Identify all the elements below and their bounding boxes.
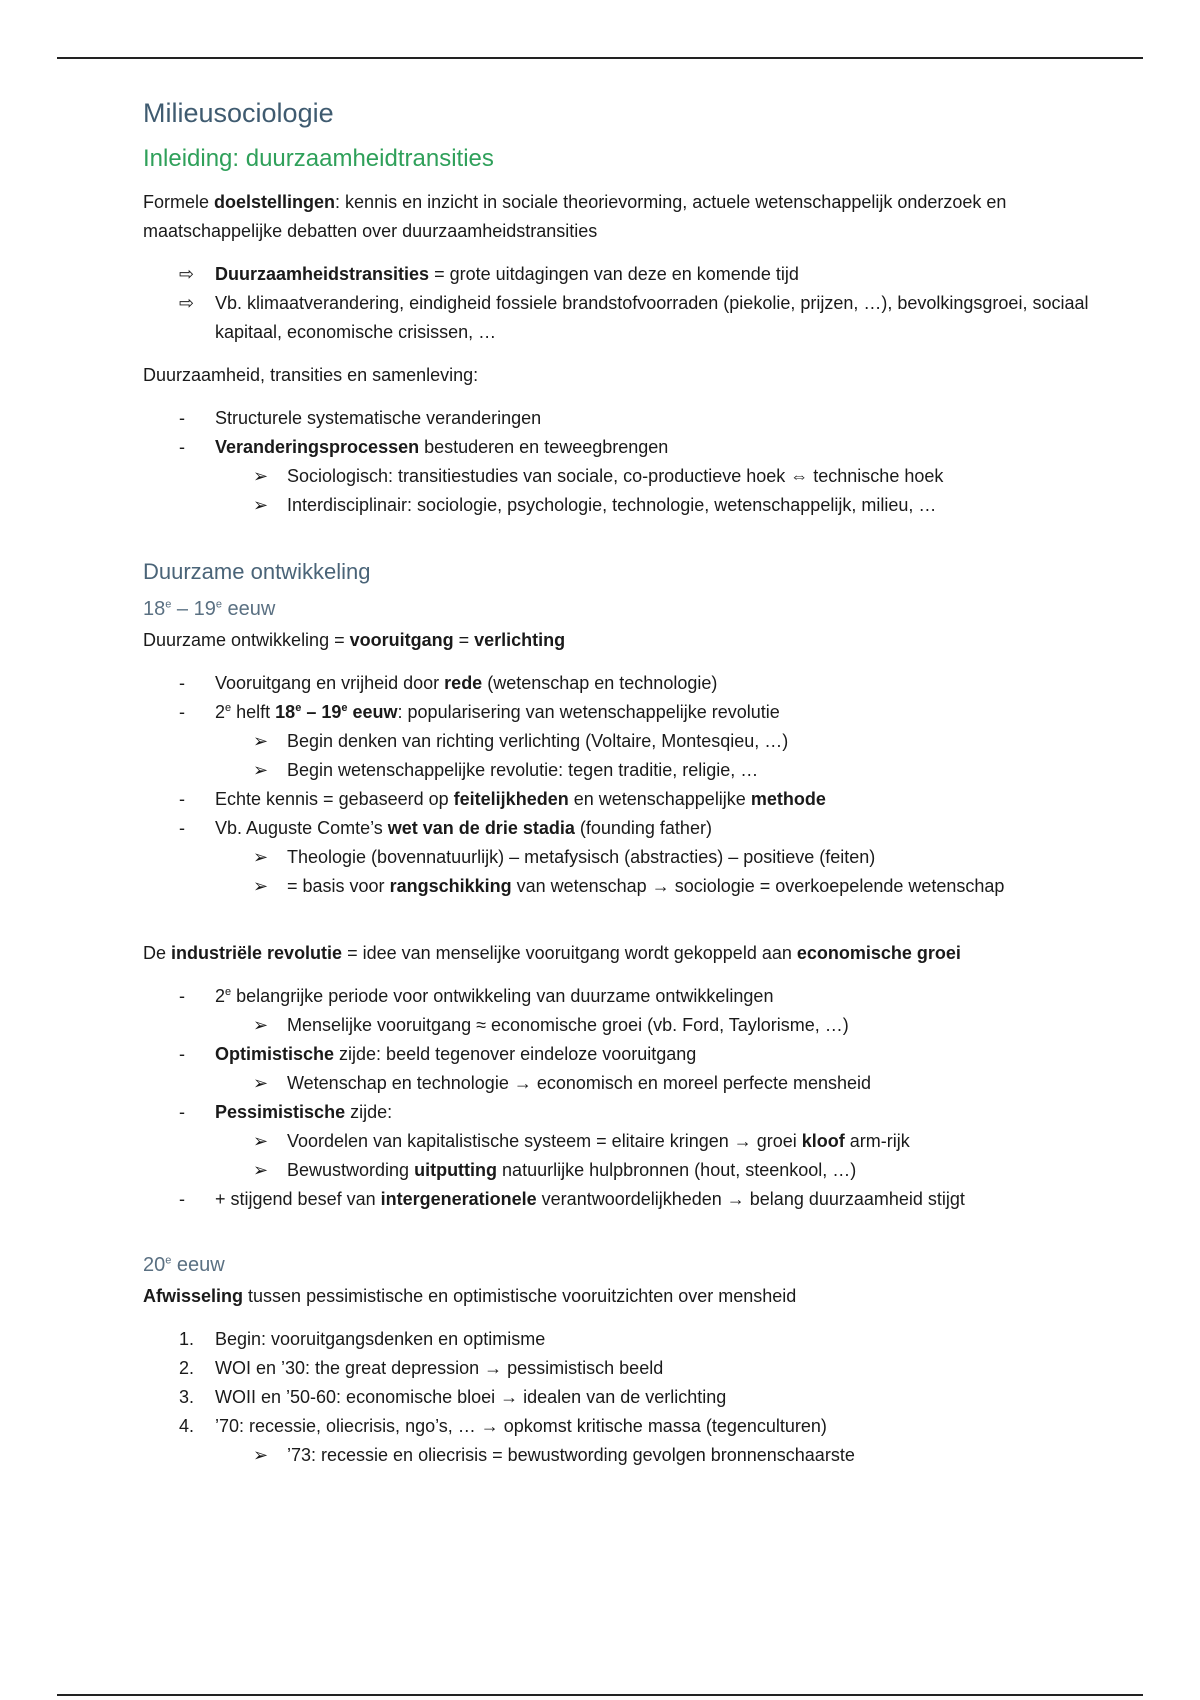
document-title: Milieusociologie: [143, 98, 334, 128]
list-item-text: Begin wetenschappelijke revolutie: tegen traditie, religie, …: [287, 760, 759, 780]
list-item-text: Structurele systematische veranderingen: [215, 408, 542, 428]
list-item: [143, 1412, 1103, 1441]
list-item-text: 2e belangrijke periode voor ontwikkeling van duurzame ontwikkelingen: [215, 986, 774, 1006]
triangle-bullet-icon: ➢: [253, 1131, 269, 1151]
list-item: [143, 1040, 1103, 1069]
list-item-text: Duurzaamheidstransities = grote uitdagingen van deze en komende tijd: [215, 264, 799, 284]
list-item: [143, 1441, 1103, 1470]
list-item: [143, 1011, 1103, 1040]
list-item: [143, 727, 1103, 756]
list-item: [143, 1185, 1103, 1214]
dash-bullet: -: [179, 408, 185, 428]
list-item-text: Optimistische zijde: beeld tegenover eindeloze vooruitgang: [215, 1044, 697, 1064]
intro-paragraph: Formele doelstellingen: kennis en inzicht in sociale theorievorming, actuele wetenschappelijk onderzoek en maatschappelijke debatten over duurzaamheidstransities: [143, 192, 1007, 241]
list-item-text: Vb. klimaatverandering, eindigheid fossiele brandstofvoorraden (piekolie, prijzen, …), bevolkingsgroei, sociaal kapitaal, economische crisissen, …: [215, 293, 1089, 342]
arrow-bullet-icon: ⇨: [179, 264, 195, 284]
list-item: [143, 289, 1103, 347]
dash-bullet: -: [179, 673, 185, 693]
section-heading-inleiding: Inleiding: duurzaamheidtransities: [143, 145, 494, 172]
triangle-bullet-icon: ➢: [253, 1160, 269, 1180]
list-item: [143, 1069, 1103, 1098]
list-item-text: Menselijke vooruitgang ≈ economische groei (vb. Ford, Taylorisme, …): [287, 1015, 849, 1035]
vooruitgang-paragraph: Duurzame ontwikkeling = vooruitgang = verlichting: [143, 630, 566, 650]
dash-bullet: -: [179, 1189, 185, 1209]
list-item-text: Wetenschap en technologie → economisch en moreel perfecte mensheid: [287, 1073, 872, 1093]
list-item: [143, 462, 1103, 491]
list-item-text: 2e helft 18e – 19e eeuw: popularisering van wetenschappelijke revolutie: [215, 702, 780, 722]
dash-bullet: -: [179, 437, 185, 457]
list-number: 3.: [179, 1387, 195, 1407]
list-item: [143, 404, 1103, 433]
list-item-text: ’73: recessie en oliecrisis = bewustwording gevolgen bronnenschaarste: [287, 1445, 855, 1465]
list-item-text: Interdisciplinair: sociologie, psychologie, technologie, wetenschappelijk, milieu, …: [287, 495, 937, 515]
list-item: [143, 1354, 1103, 1383]
dash-bullet: -: [179, 1044, 185, 1064]
dash-bullet: -: [179, 986, 185, 1006]
list-item-text: Pessimistische zijde:: [215, 1102, 393, 1122]
list-number: 4.: [179, 1416, 195, 1436]
subheading-18-19-eeuw: 18e – 19e eeuw: [143, 598, 276, 620]
list-item-text: Voordelen van kapitalistische systeem = elitaire kringen → groei kloof arm-rijk: [287, 1131, 910, 1151]
list-item-text: Echte kennis = gebaseerd op feitelijkheden en wetenschappelijke methode: [215, 789, 826, 809]
list-item: [143, 433, 1103, 462]
list-item-text: = basis voor rangschikking van wetenschap → sociologie = overkoepelende wetenschap: [287, 876, 1005, 896]
list-item: [143, 1127, 1103, 1156]
section-heading-duurzame-ontwikkeling: Duurzame ontwikkeling: [143, 559, 371, 584]
list-item-text: Vb. Auguste Comte’s wet van de drie stadia (founding father): [215, 818, 712, 838]
triangle-bullet-icon: ➢: [253, 847, 269, 867]
list-number: 1.: [179, 1329, 195, 1349]
list-item: [143, 814, 1103, 843]
list-item: [143, 669, 1103, 698]
bottom-rule: [57, 1694, 1143, 1696]
list-number: 2.: [179, 1358, 195, 1378]
list-item-text: Begin denken van richting verlichting (Voltaire, Montesqieu, …): [287, 731, 789, 751]
dash-bullet: -: [179, 702, 185, 722]
industrial-paragraph: De industriële revolutie = idee van menselijke vooruitgang wordt gekoppeld aan economische groei: [143, 943, 961, 963]
triangle-bullet-icon: ➢: [253, 760, 269, 780]
triangle-bullet-icon: ➢: [253, 731, 269, 751]
list-item: [143, 1383, 1103, 1412]
list-item: [143, 698, 1103, 727]
triangle-bullet-icon: ➢: [253, 1073, 269, 1093]
triangle-bullet-icon: ➢: [253, 876, 269, 896]
afwisseling-paragraph: Afwisseling tussen pessimistische en optimistische vooruitzichten over mensheid: [143, 1286, 797, 1306]
list-item: [143, 785, 1103, 814]
triangle-bullet-icon: ➢: [253, 466, 269, 486]
list-item: [143, 1156, 1103, 1185]
list-item-text: ’70: recessie, oliecrisis, ngo’s, … → opkomst kritische massa (tegenculturen): [215, 1416, 827, 1436]
list-item-text: Theologie (bovennatuurlijk) – metafysisch (abstracties) – positieve (feiten): [287, 847, 876, 867]
list-item-text: Veranderingsprocessen bestuderen en teweegbrengen: [215, 437, 669, 457]
list-item-text: Sociologisch: transitiestudies van sociale, co-productieve hoek ⇔ technische hoek: [287, 466, 944, 486]
document-body: [143, 96, 1103, 1484]
triangle-bullet-icon: ➢: [253, 495, 269, 515]
list-item: [143, 756, 1103, 785]
list-item-text: Vooruitgang en vrijheid door rede (wetenschap en technologie): [215, 673, 718, 693]
transition-list: [143, 404, 1103, 520]
arrow-list: [143, 260, 1103, 347]
list-item: [143, 872, 1103, 901]
triangle-bullet-icon: ➢: [253, 1015, 269, 1035]
list-item: [143, 1325, 1103, 1354]
triangle-bullet-icon: ➢: [253, 1445, 269, 1465]
list-item: [143, 843, 1103, 872]
list-item-text: Bewustwording uitputting natuurlijke hulpbronnen (hout, steenkool, …): [287, 1160, 857, 1180]
industrial-list: [143, 982, 1103, 1214]
twentieth-century-list: [143, 1325, 1103, 1470]
list-item-text: WOI en ’30: the great depression → pessimistisch beeld: [215, 1358, 664, 1378]
dash-bullet: -: [179, 818, 185, 838]
dash-bullet: -: [179, 1102, 185, 1122]
dash-bullet: -: [179, 789, 185, 809]
list-item-text: + stijgend besef van intergenerationele verantwoordelijkheden → belang duurzaamheid stijgt: [215, 1189, 965, 1209]
list-item-text: Begin: vooruitgangsdenken en optimisme: [215, 1329, 546, 1349]
list-item: [143, 491, 1103, 520]
top-rule: [57, 57, 1143, 59]
list-item: [143, 982, 1103, 1011]
list-item: [143, 1098, 1103, 1127]
arrow-bullet-icon: ⇨: [179, 293, 195, 313]
subintro-paragraph: Duurzaamheid, transities en samenleving:: [143, 365, 479, 385]
list-item-text: WOII en ’50-60: economische bloei → idealen van de verlichting: [215, 1387, 727, 1407]
list-item: [143, 260, 1103, 289]
subheading-20-eeuw: 20e eeuw: [143, 1254, 225, 1276]
verlichting-list: [143, 669, 1103, 901]
